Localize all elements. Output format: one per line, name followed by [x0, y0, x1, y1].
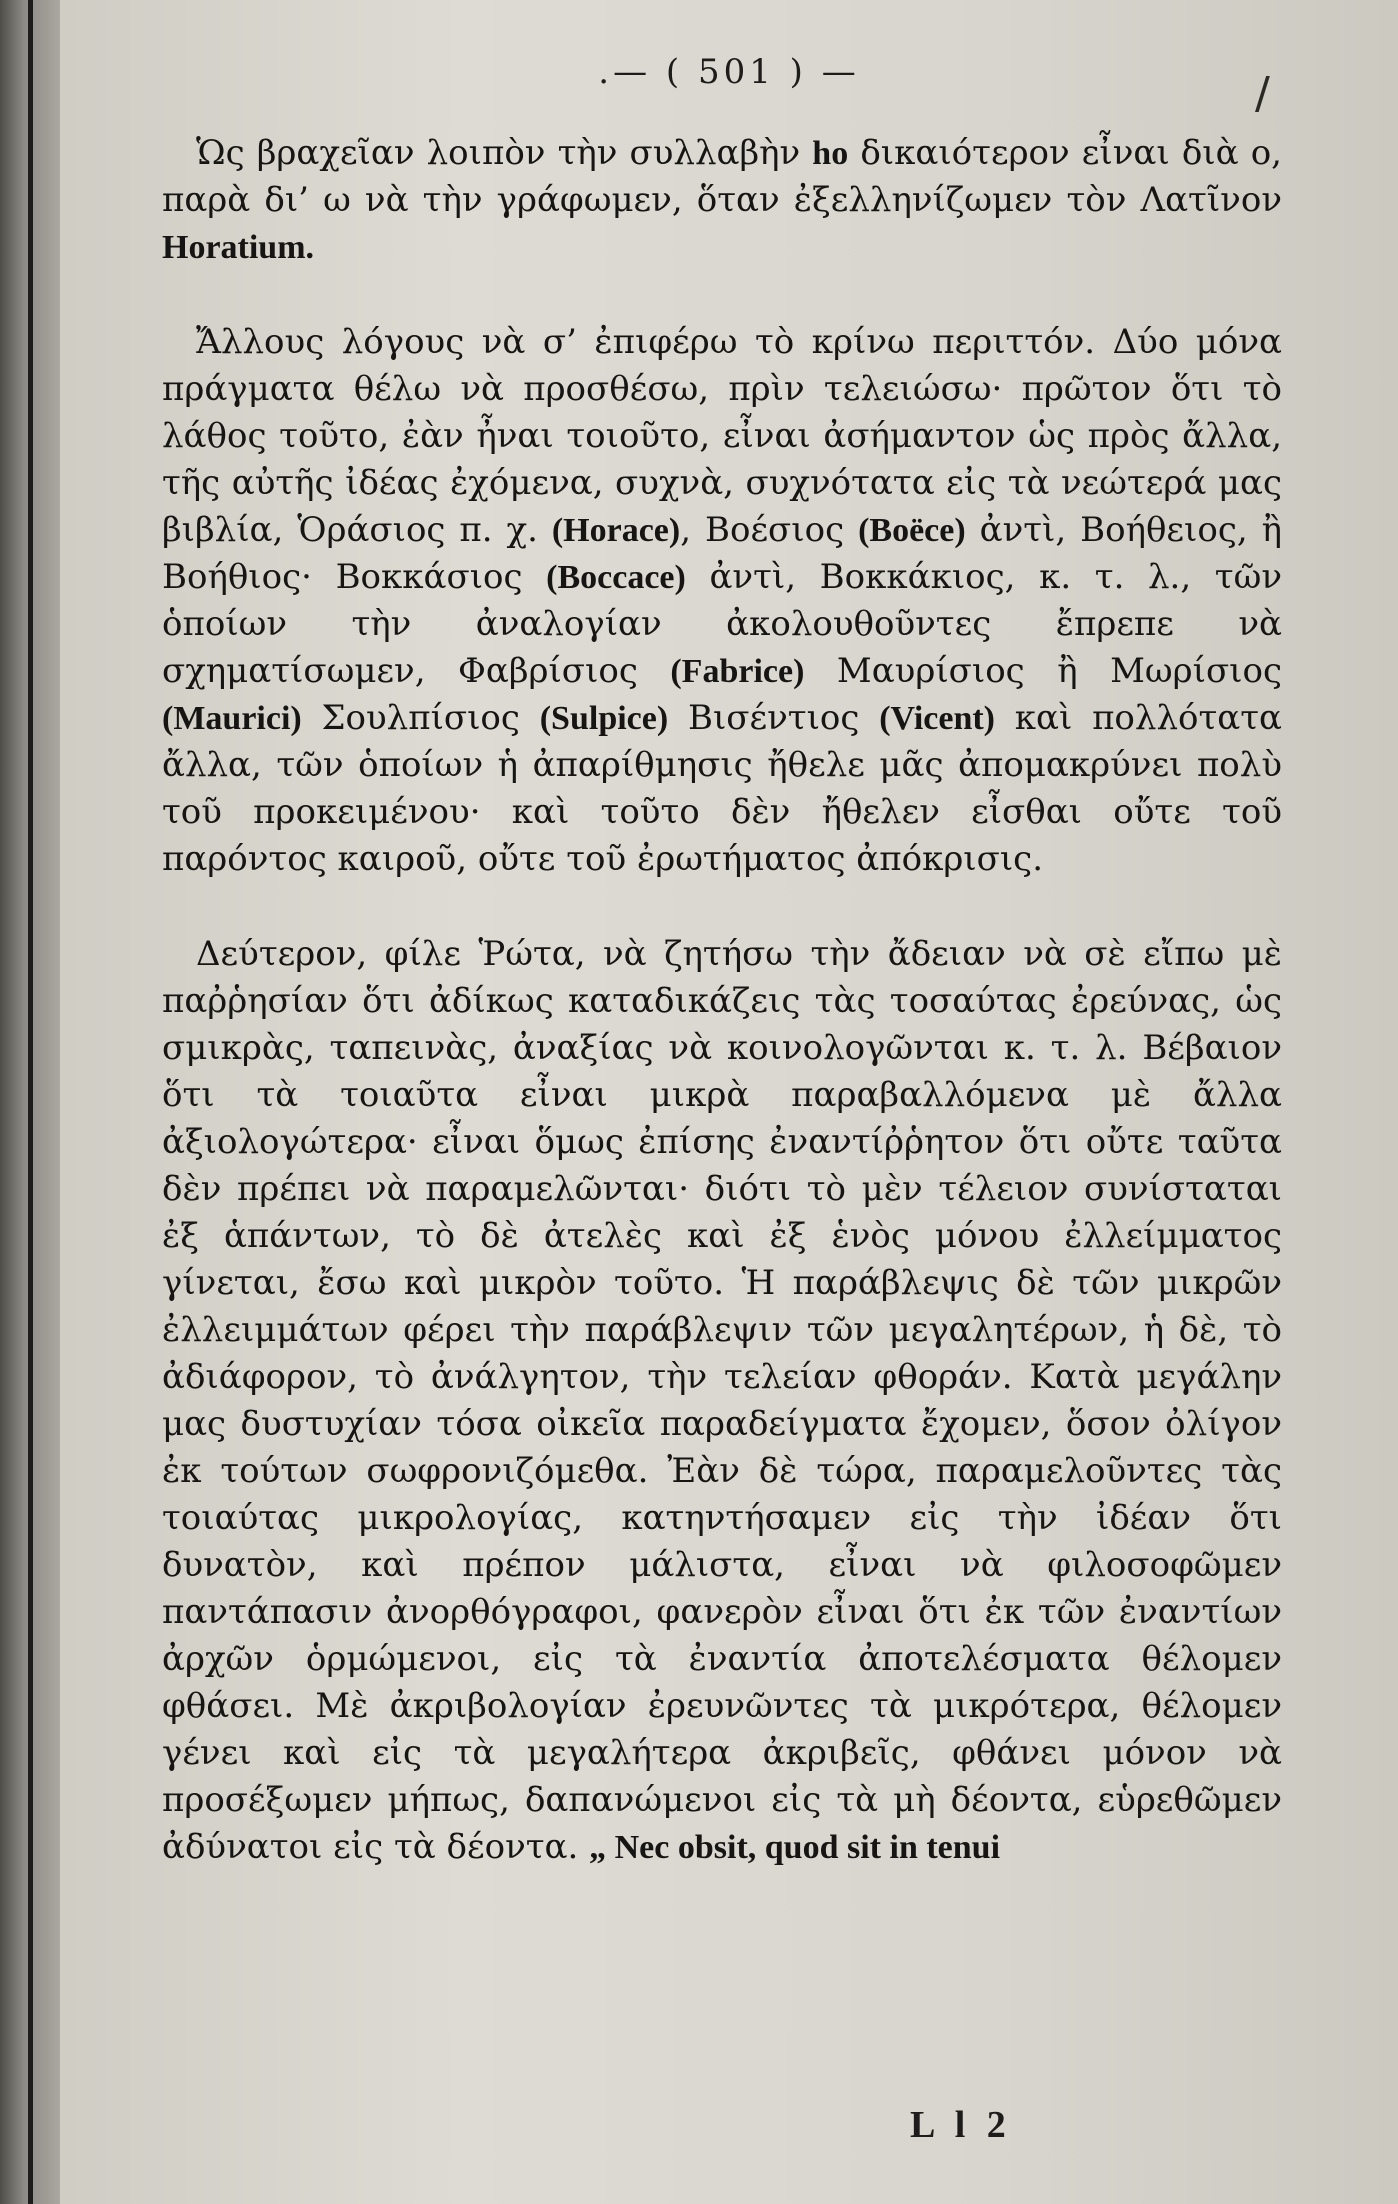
text-run: ἀντὶ, Βοκκάκιος, κ. τ. λ., τῶν ὁποίων τὴν ἀναλογίαν ἀκολουθοῦντες ἔπρεπε νὰ σχηματίσωμεν, Φαβρίσιος [162, 557, 1282, 691]
latin-term: Horatium. [162, 229, 315, 266]
paragraph-3 [162, 931, 1282, 1871]
latin-term: (Fabrice) [670, 653, 805, 690]
latin-term: (Boëce) [858, 512, 966, 549]
corner-mark: / [1255, 68, 1270, 119]
page-header: .— ( 501 ) — [598, 52, 860, 92]
page-body [162, 130, 1282, 1871]
latin-term: ho [812, 135, 849, 172]
text-run: δικαιότερον εἶναι διὰ ο, παρὰ δι’ ω νὰ τὴν γράφωμεν, ὅταν ἐξελληνίζωμεν τὸν Λατῖνον [162, 133, 1282, 220]
text-run: Μαυρίσιος ἢ Μωρίσιος [804, 651, 1282, 691]
text-run: Ἄλλους λόγους νὰ σ’ ἐπιφέρω τὸ κρίνω περιττόν. Δύο μόνα πράγματα θέλω νὰ προσθέσω, πρὶν τελειώσω· πρῶτον ὅτι τὸ λάθος τοῦτο, ἐὰν ἦναι τοιοῦτο, εἶναι ἀσήμαντον ὡς πρὸς ἄλλα, τῆς αὐτῆς ἰδέας ἐχόμενα, συχνὰ, συχνότατα εἰς τὰ νεώτερά μας βιβλία, Ὁράσιος π. χ. [162, 322, 1282, 550]
text-run: καὶ πολλότατα ἄλλα, τῶν ὁποίων ἡ ἀπαρίθμησις ἤθελε μᾶς ἀπομακρύνει πολὺ τοῦ προκειμένου· καὶ τοῦτο δὲν ἤθελεν εἶσθαι οὔτε τοῦ παρόντος καιροῦ, οὔτε τοῦ ἐρωτήματος ἀπόκρισις. [162, 698, 1283, 879]
book-page [60, 0, 1398, 2204]
text-run: Σουλπίσιος [301, 698, 540, 738]
text-run: Δεύτερον, φίλε Ῥώτα, νὰ ζητήσω τὴν ἄδειαν νὰ σὲ εἴπω μὲ παῤῥησίαν ὅτι ἀδίκως καταδικάζεις τὰς τοσαύτας ἐρεύνας, ὡς σμικρὰς, ταπεινὰς, ἀναξίας νὰ κοινολογῶνται κ. τ. λ. Βέβαιον ὅτι τὰ τοιαῦτα εἶναι μικρὰ παραβαλλόμενα μὲ ἄλλα ἀξιολογώτερα· εἶναι ὅμως ἐπίσης ἐναντίῤῥητον ὅτι οὔτε ταῦτα δὲν πρέπει νὰ παραμελῶνται· διότι τὸ μὲν τέλειον συνίσταται ἐξ ἁπάντων, τὸ δὲ ἀτελὲς καὶ ἐξ ἑνὸς μόνου ἐλλείμματος γίνεται, ἔσω καὶ μικρὸν τοῦτο. Ἡ παράβλεψις δὲ τῶν μικρῶν ἐλλειμμάτων φέρει τὴν παράβλεψιν τῶν μεγαλητέρων, ἡ δὲ, τὸ ἀδιάφορον, τὸ ἀνάλγητον, τὴν τελείαν φθοράν. Κατὰ μεγάλην μας δυστυχίαν τόσα οἰκεῖα παραδείγματα ἔχομεν, ὅσον ὀλίγον ἐκ τούτων σωφρονιζόμεθα. Ἐὰν δὲ τώρα, παραμελοῦντες τὰς τοιαύτας μικρολογίας, κατηντήσαμεν εἰς τὴν ἰδέαν ὅτι δυνατὸν, καὶ πρέπον μάλιστα, εἶναι νὰ φιλοσοφῶμεν παντάπασιν ἀνορθόγραφοι, φανερὸν εἶναι ὅτι ἐκ τῶν ἐναντίων ἀρχῶν ὁρμώμενοι, εἰς τὰ ἐναντία ἀποτελέσματα θέλομεν φθάσει. Μὲ ἀκριβολογίαν ἐρευνῶντες τὰ μικρότερα, θέλομεν γένει καὶ εἰς τὰ μεγαλήτερα ἀκριβεῖς, φθάνει μόνον νὰ προσέξωμεν μήπως, δαπανώμενοι εἰς τὰ μὴ δέοντα, εὑρεθῶμεν ἀδύνατοι εἰς τὰ δέοντα. [162, 934, 1282, 1867]
paragraph-2 [162, 319, 1282, 883]
binding-edge [28, 0, 33, 2204]
latin-quote: „ Nec obsit, quod sit in tenui [589, 1829, 1001, 1866]
latin-term: (Horace) [551, 512, 681, 549]
latin-term: (Maurici) [162, 700, 302, 737]
text-run: ἀντὶ, Βοήθειος, ἢ Βοήθιος· Βοκκάσιος [162, 510, 1283, 597]
paragraph-1 [162, 130, 1282, 271]
printer-signature: L l 2 [910, 2104, 1012, 2146]
text-run: , Βοέσιος [680, 510, 859, 550]
latin-term: (Boccace) [546, 559, 686, 596]
book-binding [0, 0, 60, 2204]
text-run: Ὡς βραχεῖαν λοιπὸν τὴν συλλαβὴν [196, 133, 813, 173]
text-run: Βισέντιος [668, 698, 880, 738]
latin-term: (Vicent) [879, 700, 995, 737]
latin-term: (Sulpice) [539, 700, 669, 737]
